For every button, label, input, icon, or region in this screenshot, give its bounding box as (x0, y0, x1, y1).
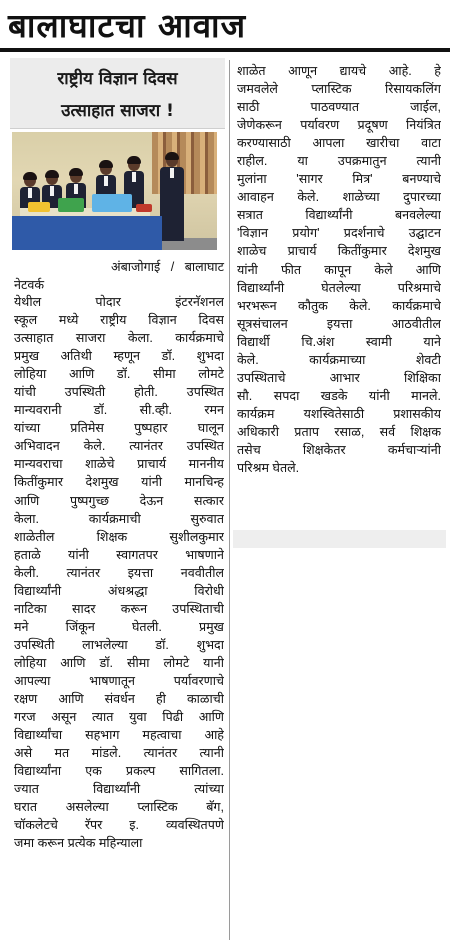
article-line: नाटिका सादर करून उपस्थिताची (14, 601, 224, 616)
article-line: विद्यार्थी चि.अंश स्वामी याने (237, 334, 441, 349)
newspaper-title: बालाघाटचा आवाज (8, 6, 247, 45)
article-column-right (237, 62, 441, 477)
article-line: सूत्रसंचालन इयत्ता आठवीतील (237, 316, 441, 331)
exhibit-model (28, 202, 50, 212)
article-line: शाळेच प्राचार्य कितींकुमार देशमुख (237, 244, 441, 259)
exhibit-model (92, 194, 132, 212)
article-line: असे मत मांडले. त्यानंतर त्यानी (14, 746, 224, 761)
dateline (14, 258, 224, 294)
article-line: लोहिया आणि डॉ. सीमा लोमटे यानी (14, 655, 224, 670)
article-line: परिश्रम घेतले. (237, 461, 300, 476)
article-line: शाळेतील शिक्षक सुशीलकुमार (14, 529, 224, 544)
article-line: सौ. सपदा खडके यांनी मानले. (237, 388, 441, 403)
article-line: मने जिंकून घेतली. प्रमुख (14, 619, 224, 634)
news-photo (12, 132, 217, 250)
column-divider (229, 60, 230, 940)
article-line: उपस्थिती लाभलेल्या डॉ. शुभदा (14, 637, 224, 652)
masthead-rule (0, 48, 450, 52)
exhibit-table (12, 216, 162, 250)
article-line: जमा करून प्रत्येक महिन्याला (14, 836, 143, 851)
headline-line-2: उत्साहात साजरा ! (61, 101, 174, 121)
article-line: स्कूल मध्ये राष्ट्रीय विज्ञान दिवस (14, 313, 224, 328)
article-line: केले. कार्यक्रमाच्या शेवटी (237, 352, 441, 367)
article-line: विद्यार्थ्यांचा सहभाग महत्वाचा आहे (14, 728, 224, 743)
article-line: अधिकारी प्रताप रसाळ, सर्व शिक्षक (237, 424, 441, 439)
article-column-left (14, 293, 224, 852)
article-line: रक्षण आणि संवर्धन ही काळाची (14, 692, 224, 707)
article-line: केला. कार्यक्रमाची सुरुवात (14, 511, 224, 526)
article-line: ज्यात विद्यार्थ्यांनी त्यांच्या (14, 782, 224, 797)
article-line: विद्यार्थ्यांनी अंधश्रद्धा विरोधी (14, 583, 224, 598)
column-end-band (233, 530, 446, 548)
article-line: घरात असलेल्या प्लास्टिक बॅग, (14, 800, 224, 815)
exhibit-model (136, 204, 152, 212)
article-line: विद्यार्थ्यांना एक प्रकल्प सागितला. (14, 764, 224, 779)
article-line: मुलांना 'सागर मित्र' बनण्याचे (237, 172, 441, 187)
article-line: उपस्थिताचे आभार शिक्षिका (237, 370, 441, 385)
article-line: सत्रात विद्यार्थ्यांनी बनवलेल्या (237, 208, 441, 223)
article-line: 'विज्ञान प्रयोग' प्रदर्शनाचे उद्घाटन (237, 226, 441, 241)
article-line: शाळेत आणून द्यायचे आहे. हे (237, 64, 441, 78)
article-line: करण्यासाठी आपला खारीचा वाटा (237, 136, 441, 151)
headline-line-1: राष्ट्रीय विज्ञान दिवस (57, 69, 178, 89)
article-line: कितींकुमार देशमुख यांनी मानचिन्ह (14, 475, 224, 490)
article-line: यांच्या प्रतिमेस पुष्पहार घालून (14, 421, 224, 436)
article-line: लोहिया आणि डॉ. सीमा लोमटे (14, 367, 224, 382)
headline-divider (10, 128, 225, 129)
article-line: विद्यार्थ्यांनी घेतलेल्या परिश्रमाचे (237, 280, 441, 295)
article-line: आपल्या भाषणातून पर्यावरणाचे (14, 673, 224, 688)
masthead (0, 0, 450, 50)
headline-box (10, 58, 225, 128)
dateline-place: अंबाजोगाई / बालाघाट (110, 260, 224, 274)
dateline-source: नेटवर्क (14, 278, 45, 292)
article-line: येथील पोदार इंटरनॅशनल (14, 295, 224, 309)
article-line: अभिवादन केले. त्यानंतर उपस्थित (14, 439, 224, 454)
article-line: आणि पुष्पगुच्छ देऊन सत्कार (14, 493, 224, 508)
article-line: राहील. या उपक्रमातुन त्यानी (237, 154, 441, 169)
article-line: चॉकलेटचे रॅपर इ. व्यवस्थितपणे (14, 818, 224, 833)
exhibit-model (58, 198, 84, 212)
article-line: भरभरून कौतुक केले. कार्यक्रमाचे (237, 298, 441, 313)
article-line: यांची उपस्थिती होती. उपस्थित (14, 385, 224, 400)
article-line: जमवलेले प्लास्टिक रिसायकलिंग (237, 82, 441, 97)
article-line: कार्यक्रम यशस्वितेसाठी प्रशासकीय (237, 406, 441, 421)
article-line: हताळे यांनी स्वागतपर भाषणाने (14, 547, 224, 562)
article-line: यांनी फीत कापून केले आणि (237, 262, 441, 277)
article-line: केली. त्यानंतर इयत्ता नववीतील (14, 565, 224, 580)
article-line: साठी पाठवण्यात जाईल, (237, 100, 441, 115)
article-line: गरज असून त्यात युवा पिढी आणि (14, 710, 224, 725)
article-line: मान्यवराचा शाळेचे प्राचार्य माननीय (14, 457, 224, 472)
article-line: प्रमुख अतिथी म्हणून डॉ. शुभदा (14, 349, 224, 364)
article-line: मान्यवरानी डॉ. सी.व्ही. रमन (14, 403, 224, 418)
article-line: जेणेकरून पर्यावरण प्रदूषण नियंत्रित (237, 118, 441, 133)
article-line: उत्साहात साजरा केला. कार्यक्रमाचे (14, 331, 224, 346)
article-line: आवाहन केले. शाळेच्या दुपारच्या (237, 190, 441, 205)
article-line: तसेच शिक्षकेतर कर्मचाऱ्यांनी (237, 442, 441, 457)
